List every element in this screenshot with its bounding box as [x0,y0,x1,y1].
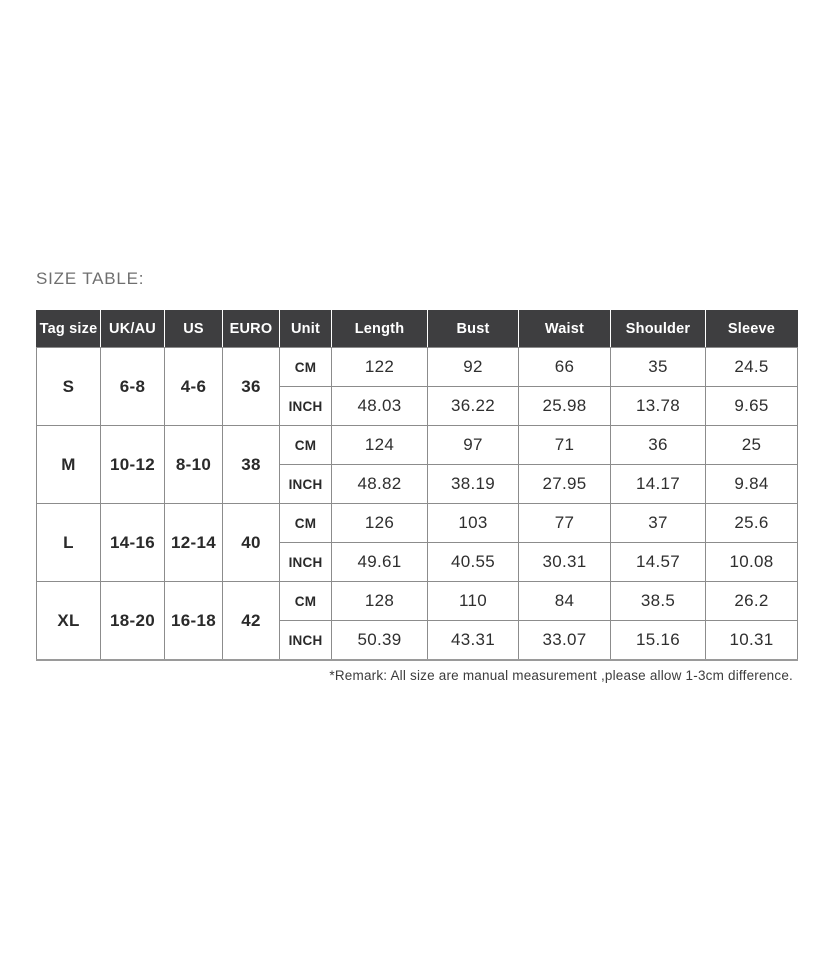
measurement-cell: 36 [611,426,706,465]
measurement-cell: 9.84 [706,465,798,504]
measurement-cell: 14.17 [611,465,706,504]
remark-text: *Remark: All size are manual measurement ,please allow 1-3cm difference. [329,668,793,683]
measurement-cell: 26.2 [706,582,798,621]
tag-size-cell: L [37,504,101,582]
us-cell: 16-18 [165,582,223,661]
measurement-cell: 10.31 [706,621,798,661]
measurement-cell: 40.55 [428,543,519,582]
measurement-cell: 25.98 [519,387,611,426]
measurement-cell: 103 [428,504,519,543]
unit-cm-label: CM [280,426,332,465]
measurement-cell: 126 [332,504,428,543]
column-header-euro: EURO [223,311,280,348]
measurement-cell: 14.57 [611,543,706,582]
uk-au-cell: 14-16 [101,504,165,582]
unit-inch-label: INCH [280,621,332,661]
size-row-s-cm [37,348,798,387]
measurement-cell: 27.95 [519,465,611,504]
measurement-cell: 24.5 [706,348,798,387]
euro-cell: 36 [223,348,280,426]
uk-au-cell: 10-12 [101,426,165,504]
measurement-cell: 48.82 [332,465,428,504]
us-cell: 4-6 [165,348,223,426]
measurement-cell: 110 [428,582,519,621]
size-row-m-cm [37,426,798,465]
measurement-cell: 33.07 [519,621,611,661]
measurement-cell: 49.61 [332,543,428,582]
measurement-cell: 13.78 [611,387,706,426]
unit-inch-label: INCH [280,387,332,426]
measurement-cell: 36.22 [428,387,519,426]
measurement-cell: 50.39 [332,621,428,661]
measurement-cell: 71 [519,426,611,465]
column-header-uk-au: UK/AU [101,311,165,348]
column-header-us: US [165,311,223,348]
measurement-cell: 128 [332,582,428,621]
tag-size-cell: M [37,426,101,504]
unit-cm-label: CM [280,348,332,387]
measurement-cell: 35 [611,348,706,387]
column-header-length: Length [332,311,428,348]
measurement-cell: 37 [611,504,706,543]
measurement-cell: 9.65 [706,387,798,426]
unit-inch-label: INCH [280,465,332,504]
measurement-cell: 84 [519,582,611,621]
header-row [37,311,798,348]
measurement-cell: 38.19 [428,465,519,504]
measurement-cell: 25 [706,426,798,465]
measurement-cell: 77 [519,504,611,543]
tag-size-cell: XL [37,582,101,661]
size-table-header [37,311,798,348]
column-header-sleeve: Sleeve [706,311,798,348]
column-header-tag-size: Tag size [37,311,101,348]
uk-au-cell: 6-8 [101,348,165,426]
measurement-cell: 92 [428,348,519,387]
unit-inch-label: INCH [280,543,332,582]
measurement-cell: 48.03 [332,387,428,426]
measurement-cell: 10.08 [706,543,798,582]
size-row-l-cm [37,504,798,543]
size-table [36,310,798,661]
us-cell: 12-14 [165,504,223,582]
column-header-bust: Bust [428,311,519,348]
measurement-cell: 66 [519,348,611,387]
column-header-unit: Unit [280,311,332,348]
euro-cell: 38 [223,426,280,504]
unit-cm-label: CM [280,582,332,621]
measurement-cell: 30.31 [519,543,611,582]
measurement-cell: 38.5 [611,582,706,621]
measurement-cell: 15.16 [611,621,706,661]
us-cell: 8-10 [165,426,223,504]
tag-size-cell: S [37,348,101,426]
size-row-xl-cm [37,582,798,621]
page-title: SIZE TABLE: [36,269,145,288]
uk-au-cell: 18-20 [101,582,165,661]
measurement-cell: 25.6 [706,504,798,543]
measurement-cell: 122 [332,348,428,387]
measurement-cell: 43.31 [428,621,519,661]
euro-cell: 42 [223,582,280,661]
column-header-shoulder: Shoulder [611,311,706,348]
measurement-cell: 124 [332,426,428,465]
column-header-waist: Waist [519,311,611,348]
measurement-cell: 97 [428,426,519,465]
euro-cell: 40 [223,504,280,582]
unit-cm-label: CM [280,504,332,543]
